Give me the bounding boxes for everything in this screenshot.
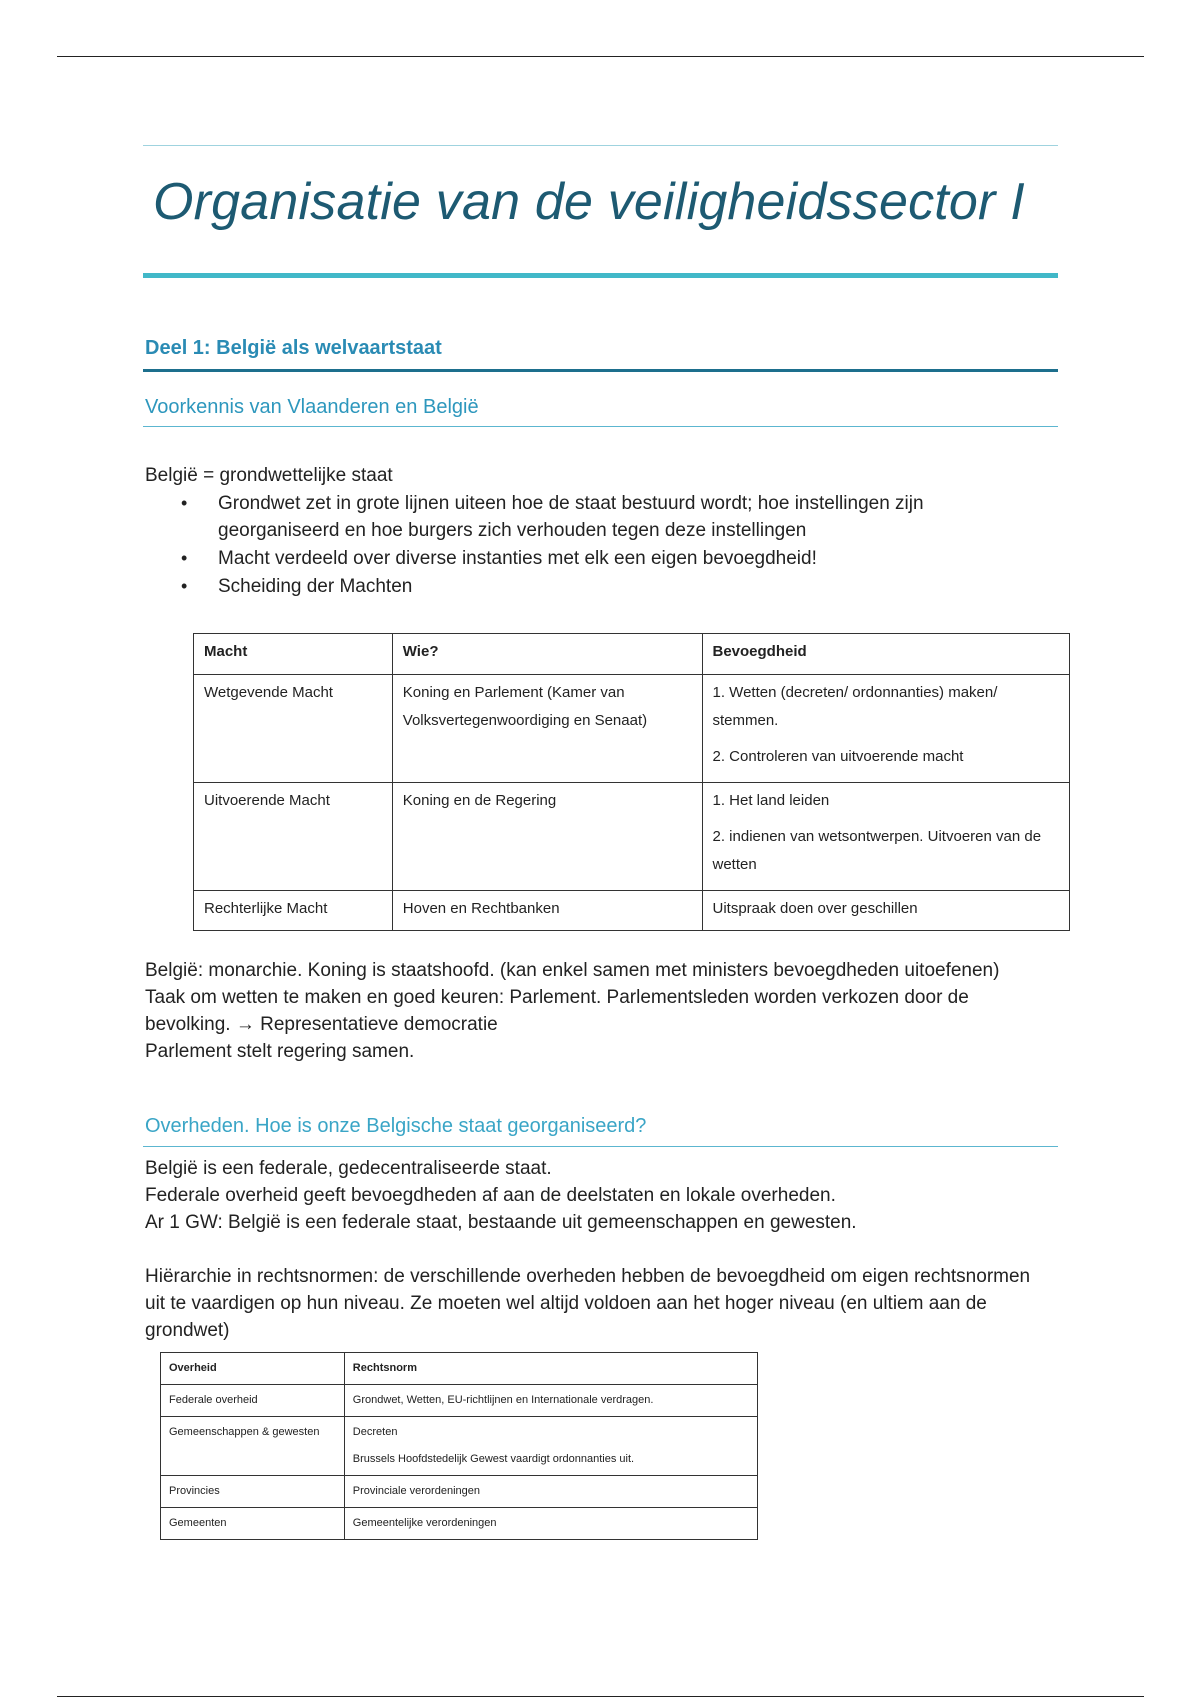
list-item bbox=[143, 545, 1043, 572]
table-row bbox=[194, 891, 1070, 931]
subheading-voorkennis-rule bbox=[143, 426, 1058, 427]
bevoegdheid-line: 2. indienen van wetsontwerpen. Uitvoeren van de wetten bbox=[712, 828, 1042, 873]
hierarchy-paragraph: Hiërarchie in rechtsnormen: de verschillende overheden hebben de bevoegdheid om eigen rechtsnormen uit te vaardigen op hun niveau. Ze moeten wel altijd voldoen aan het hoger niveau (en ultiem aan de grondwet) bbox=[145, 1266, 1031, 1341]
page-bottom-rule bbox=[57, 1696, 1144, 1697]
page-top-rule bbox=[57, 56, 1144, 57]
intro-paragraph: België = grondwettelijke staat bbox=[145, 465, 393, 486]
rechtsnorm-line: Gemeentelijke verordeningen bbox=[352, 1517, 497, 1529]
section-heading-rule bbox=[143, 369, 1058, 372]
cell-overheid: Provincies bbox=[161, 1476, 345, 1508]
bevoegdheid-line: 1. Wetten (decreten/ ordonnanties) maken/ stemmen. bbox=[712, 684, 998, 729]
paragraph: Ar 1 GW: België is een federale staat, bestaande uit gemeenschappen en gewesten. bbox=[145, 1212, 857, 1233]
cell-rechtsnorm bbox=[344, 1417, 757, 1476]
monarchy-paragraphs bbox=[145, 957, 1055, 1065]
table-row bbox=[161, 1476, 758, 1508]
rechtsnorm-line: Grondwet, Wetten, EU-richtlijnen en Internationale verdragen. bbox=[352, 1394, 654, 1406]
cell-overheid: Gemeenschappen & gewesten bbox=[161, 1417, 345, 1476]
cell-macht: Uitvoerende Macht bbox=[194, 783, 393, 891]
list-item-text: Scheiding der Machten bbox=[218, 576, 413, 597]
cell-wie: Koning en de Regering bbox=[392, 783, 702, 891]
table-header-row bbox=[194, 634, 1070, 675]
header-cell-wie: Wie? bbox=[392, 634, 702, 675]
subheading-overheden-rule bbox=[143, 1146, 1058, 1147]
bevoegdheid-line: 1. Het land leiden bbox=[712, 792, 830, 809]
cell-rechtsnorm bbox=[344, 1385, 757, 1417]
overheden-paragraphs bbox=[145, 1155, 1055, 1236]
table-row bbox=[161, 1417, 758, 1476]
bevoegdheid-line: Uitspraak doen over geschillen bbox=[712, 900, 918, 917]
header-cell-bevoegdheid: Bevoegdheid bbox=[702, 634, 1070, 675]
section-heading: Deel 1: België als welvaartstaat bbox=[145, 337, 442, 359]
cell-bevoegdheid bbox=[702, 891, 1070, 931]
powers-table bbox=[193, 633, 1070, 931]
title-bottom-rule bbox=[143, 273, 1058, 278]
cell-wie: Koning en Parlement (Kamer van Volksvertegenwoordiging en Senaat) bbox=[392, 675, 702, 783]
list-item-text: Macht verdeeld over diverse instanties met elk een eigen bevoegdheid! bbox=[218, 548, 817, 569]
bullet-icon: • bbox=[181, 576, 188, 596]
bevoegdheid-line: 2. Controleren van uitvoerende macht bbox=[712, 748, 964, 765]
table-row bbox=[194, 783, 1070, 891]
table-row bbox=[161, 1508, 758, 1540]
norms-table bbox=[160, 1352, 758, 1540]
table-row bbox=[161, 1385, 758, 1417]
paragraph: Taak om wetten te maken en goed keuren: Parlement. Parlementsleden worden verkozen door de bevolking. → Representatieve democratie bbox=[145, 987, 969, 1035]
cell-bevoegdheid bbox=[702, 783, 1070, 891]
rechtsnorm-line: Provinciale verordeningen bbox=[352, 1485, 480, 1497]
document-title: Organisatie van de veiligheidssector I bbox=[153, 173, 1025, 231]
title-top-rule bbox=[143, 145, 1058, 146]
rechtsnorm-line: Brussels Hoofdstedelijk Gewest vaardigt ordonnanties uit. bbox=[352, 1453, 635, 1465]
bullet-icon: • bbox=[181, 548, 188, 568]
header-cell-rechtsnorm: Rechtsnorm bbox=[344, 1353, 757, 1385]
paragraph: België is een federale, gedecentraliseerde staat. bbox=[145, 1158, 552, 1179]
bullet-list bbox=[143, 490, 1043, 601]
subheading-voorkennis: Voorkennis van Vlaanderen en België bbox=[145, 396, 479, 418]
list-item bbox=[143, 573, 1043, 600]
cell-macht: Rechterlijke Macht bbox=[194, 891, 393, 931]
cell-rechtsnorm bbox=[344, 1476, 757, 1508]
paragraph: België: monarchie. Koning is staatshoofd. (kan enkel samen met ministers bevoegdheden uitoefenen) bbox=[145, 960, 1000, 981]
paragraph: Federale overheid geeft bevoegdheden af aan de deelstaten en lokale overheden. bbox=[145, 1185, 836, 1206]
header-cell-macht: Macht bbox=[194, 634, 393, 675]
cell-bevoegdheid bbox=[702, 675, 1070, 783]
table-row bbox=[194, 675, 1070, 783]
bullet-icon: • bbox=[181, 493, 188, 513]
list-item-text: Grondwet zet in grote lijnen uiteen hoe de staat bestuurd wordt; hoe instellingen zijn georganiseerd en hoe burgers zich verhouden tegen deze instellingen bbox=[218, 493, 924, 541]
table-header-row bbox=[161, 1353, 758, 1385]
cell-rechtsnorm bbox=[344, 1508, 757, 1540]
cell-overheid: Gemeenten bbox=[161, 1508, 345, 1540]
paragraph: Parlement stelt regering samen. bbox=[145, 1041, 415, 1062]
cell-overheid: Federale overheid bbox=[161, 1385, 345, 1417]
cell-wie: Hoven en Rechtbanken bbox=[392, 891, 702, 931]
list-item bbox=[143, 490, 1043, 544]
header-cell-overheid: Overheid bbox=[161, 1353, 345, 1385]
rechtsnorm-line: Decreten bbox=[352, 1426, 398, 1438]
subheading-overheden: Overheden. Hoe is onze Belgische staat georganiseerd? bbox=[145, 1115, 647, 1137]
cell-macht: Wetgevende Macht bbox=[194, 675, 393, 783]
